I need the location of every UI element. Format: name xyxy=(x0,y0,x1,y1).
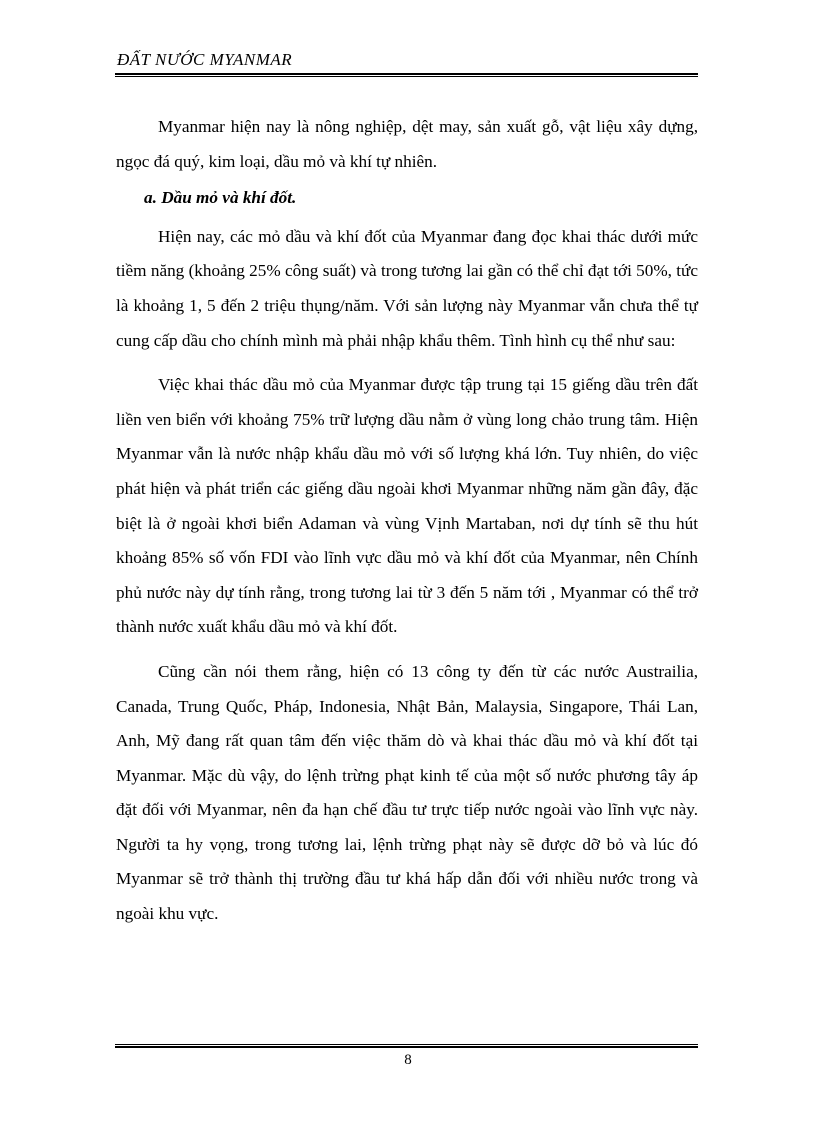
page-number: 8 xyxy=(404,1052,412,1068)
footer-divider xyxy=(115,1044,698,1048)
body-paragraph: Cũng cần nói them rằng, hiện có 13 công ty đến từ các nước Austrailia, Canada, Trung Quốc, Pháp, Indonesia, Nhật Bản, Malaysia, Singapore, Thái Lan, Anh, Mỹ đang rất quan tâm đến việc thăm dò và khai thác dầu mỏ và khí đốt tại Myanmar. Mặc dù vậy, do lệnh trừng phạt kinh tế của một số nước phương tây áp đặt đối với Myanmar, nên đa hạn chế đầu tư trực tiếp nước ngoài vào lĩnh vực này. Người ta hy vọng, trong tương lai, lệnh trừng phạt này sẽ được dỡ bỏ và lúc đó Myanmar sẽ trở thành thị trường đầu tư khá hấp dẫn đối với nhiều nước trong và ngoài khu vực. xyxy=(116,661,698,924)
header-divider xyxy=(115,73,698,77)
body-paragraph: Hiện nay, các mỏ dầu và khí đốt của Myanmar đang đọc khai thác dưới mức tiềm năng (khoảng 25% công suất) và trong tương lai gần có thể chỉ đạt tới 50%, tức là khoảng 1, 5 đến 2 triệu thụng/năm. Với sản lượng này Myanmar vẫn chưa thể tự cung cấp dầu cho chính mình mà phải nhập khẩu thêm. Tình hình cụ thể như sau: xyxy=(116,226,698,350)
intro-paragraph: Myanmar hiện nay là nông nghiệp, dệt may, sản xuất gỗ, vật liệu xây dựng, ngọc đá quý, kim loại, dầu mỏ và khí tự nhiên. xyxy=(116,117,698,171)
page-header-title: ĐẤT NƯỚC MYANMAR xyxy=(117,50,293,69)
section-heading: a. Dầu mỏ và khí đốt. xyxy=(144,188,297,208)
document-body xyxy=(116,110,698,932)
body-paragraph: Việc khai thác dầu mỏ của Myanmar được tập trung tại 15 giếng dầu trên đất liền ven biển với khoảng 75% trữ lượng dầu nằm ở vùng long chảo trung tâm. Hiện Myanmar vẫn là nước nhập khẩu dầu mỏ với số lượng khá lớn. Tuy nhiên, do việc phát hiện và phát triển các giếng dầu ngoài khơi Myanmar những năm gần đây, đặc biệt là ở ngoài khơi biển Adaman và vùng Vịnh Martaban, nơi dự tính sẽ thu hút khoảng 85% số vốn FDI vào lĩnh vực dầu mỏ và khí đốt của Myanmar, nên Chính phủ nước này dự tính rằng, trong tương lai từ 3 đến 5 năm tới , Myanmar có thể trở thành nước xuất khẩu dầu mỏ và khí đốt. xyxy=(116,375,698,637)
